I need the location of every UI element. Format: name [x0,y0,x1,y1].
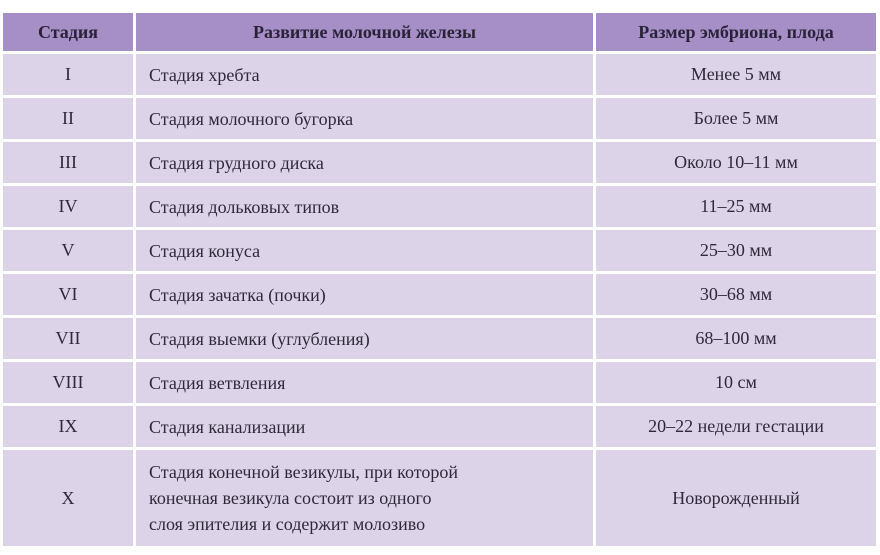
table-body [3,54,876,546]
cell-development-line: Стадия ветвления [149,372,286,393]
table-row [3,142,876,183]
cell-development-line: Стадия канализации [149,416,306,437]
table-row [3,186,876,227]
stages-table [0,10,879,549]
cell-development-line: Стадия грудного диска [149,152,324,173]
cell-development [136,274,593,315]
cell-size: 20–22 недели гестации [596,406,876,447]
cell-stage: VII [3,318,133,359]
table-row [3,406,876,447]
cell-development-line: Стадия зачатка (почки) [149,284,326,305]
table-row [3,362,876,403]
cell-stage: V [3,230,133,271]
cell-size: 11–25 мм [596,186,876,227]
cell-development [136,362,593,403]
stages-table-wrapper [0,10,876,549]
cell-stage: IX [3,406,133,447]
cell-size: Более 5 мм [596,98,876,139]
cell-size: Новорожденный [596,450,876,546]
table-row [3,274,876,315]
cell-stage: VI [3,274,133,315]
cell-development-line: Стадия выемки (углубления) [149,328,370,349]
table-row [3,230,876,271]
cell-development [136,406,593,447]
cell-development [136,318,593,359]
cell-development-line: Стадия хребта [149,64,260,85]
header-development: Развитие молочной железы [136,13,593,51]
cell-size: 30–68 мм [596,274,876,315]
cell-development-line: Стадия конечной везикулы, при которой [149,462,458,482]
cell-development-line: Стадия дольковых типов [149,196,340,217]
cell-stage: II [3,98,133,139]
table-row [3,318,876,359]
cell-size: 68–100 мм [596,318,876,359]
header-size: Размер эмбриона, плода [596,13,876,51]
cell-development [136,98,593,139]
table-row [3,54,876,95]
cell-stage: IV [3,186,133,227]
header-stage: Стадия [3,13,133,51]
cell-size: 10 см [596,362,876,403]
cell-stage: VIII [3,362,133,403]
cell-size: Менее 5 мм [596,54,876,95]
cell-development-line: Стадия молочного бугорка [149,108,354,129]
cell-size: Около 10–11 мм [596,142,876,183]
table-row [3,450,876,546]
cell-stage: III [3,142,133,183]
table-header-row [3,13,876,51]
cell-development [136,142,593,183]
cell-stage: X [3,450,133,546]
table-row [3,98,876,139]
cell-development-line: Стадия конуса [149,240,261,261]
cell-development-line: конечная везикула состоит из одного [149,488,432,508]
cell-development [136,186,593,227]
cell-development [136,230,593,271]
cell-development-line: слоя эпителия и содержит молозиво [149,514,426,534]
cell-size: 25–30 мм [596,230,876,271]
cell-development [136,54,593,95]
cell-stage: I [3,54,133,95]
cell-development [136,450,593,546]
